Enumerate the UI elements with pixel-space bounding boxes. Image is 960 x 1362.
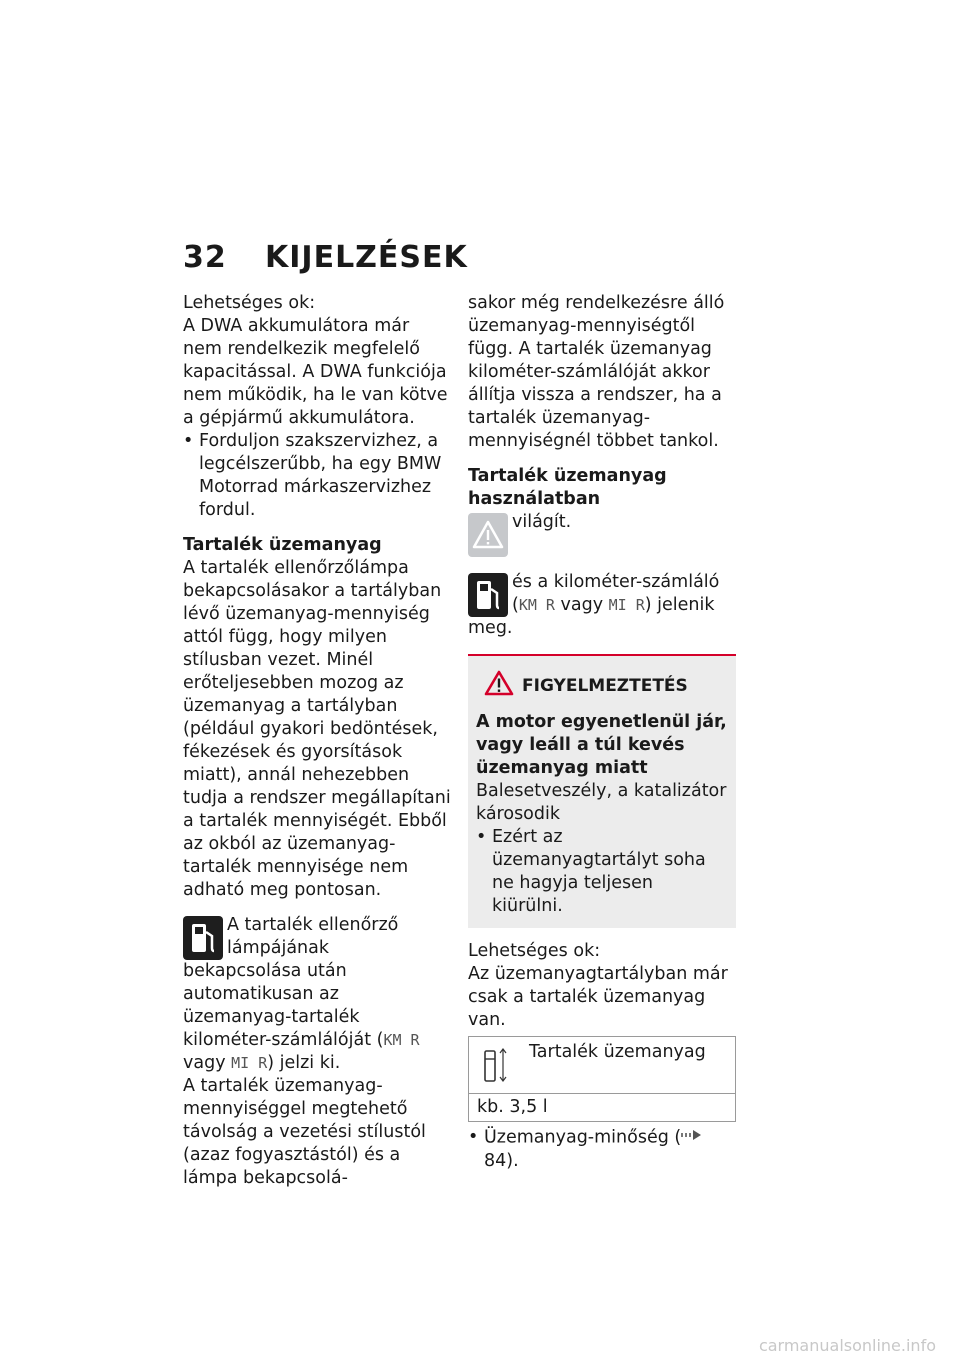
page-header: [183, 240, 468, 275]
general-warning-icon: [468, 513, 508, 557]
dwa-text: A DWA akkumulátora már nem rendelkezik megfelelő kapacitással. A DWA funkciója nem működik, ha le van kötve a gépjármű akkumulátora.: [183, 316, 448, 428]
page-number: 32: [183, 240, 227, 275]
reserve-lamp-paragraph: [183, 914, 451, 1075]
warning-box: [468, 654, 736, 928]
table-label: Tartalék üzemanyag: [529, 1042, 706, 1062]
page-reference-arrow-icon: [681, 1126, 703, 1149]
quality-bullet: • Üzemanyag-minőség ( 84).: [468, 1126, 736, 1173]
lamp-text: A tartalék ellenőrző lámpájának bekapcsolása után automatikusan az üzemanyag-tartalék kilométer-számlálóját (KM R vagy MI R) jelzi ki.: [183, 915, 420, 1073]
fuel-pump-icon: [468, 573, 508, 617]
reserve-heading: Tartalék üzemanyag: [183, 535, 382, 555]
warning-title: FIGYELMEZTETÉS: [522, 676, 688, 696]
display-row: [468, 571, 736, 640]
warning-title-row: [476, 670, 728, 703]
lights-text: világít.: [512, 512, 572, 532]
in-use-heading: Tartalék üzemanyag használatban: [468, 466, 667, 509]
display-text: és a kilométer-számláló (KM R vagy MI R) jelenik meg.: [468, 572, 720, 638]
code-km-r: KM R: [518, 596, 555, 614]
cause-text: Az üzemanyagtartályban már csak a tartalék üzemanyag van.: [468, 964, 728, 1030]
reserve-text: A tartalék ellenőrzőlámpa bekapcsolásakor a tartályban lévő üzemanyag-mennyiség attól függ, hogy milyen stílusban vezet. Minél erőteljesebben mozog az üzemanyag a tartályban (például gyakori bedöntések, fékezések és gyorsítások miatt), annál nehezebben tudja a rendszer megállapítani a tartalék mennyiségét. Ebből az okból az üzemanyag-tartalék mennyisége nem adható meg pontosan.: [183, 558, 451, 900]
left-column: [183, 292, 451, 1190]
range-text: A tartalék üzemanyag-mennyiséggel megtehető távolság a vezetési stílustól (azaz fogyasztástól) és a lámpa bekapcsolá-: [183, 1076, 426, 1188]
right-column: [468, 292, 736, 1173]
possible-causes-label: Lehetséges ok:: [183, 293, 316, 313]
fuel-level-icon: [469, 1037, 529, 1093]
warning-text: Balesetveszély, a katalizátor károsodik: [476, 781, 727, 824]
reserve-fuel-table: [468, 1036, 736, 1122]
possible-causes-label: Lehetséges ok:: [468, 941, 601, 961]
quality-page: 84).: [484, 1150, 519, 1171]
table-value: kb. 3,5 l: [477, 1097, 548, 1117]
code-km-r: KM R: [383, 1031, 420, 1049]
code-mi-r: MI R: [608, 596, 645, 614]
warning-lamp-row: [468, 511, 736, 559]
fuel-pump-icon: [183, 916, 223, 960]
dwa-bullet: • Forduljon szakszervizhez, a legcélszerűbb, ha egy BMW Motorrad márkaszervizhez fordul.: [183, 430, 451, 522]
warning-bullet: • Ezért az üzemanyagtartályt soha ne hagyja teljesen kiürülni.: [476, 826, 728, 918]
warning-heading: A motor egyenetlenül jár, vagy leáll a túl kevés üzemanyag miatt: [476, 712, 727, 778]
continue-text: sakor még rendelkezésre álló üzemanyag-mennyiségtől függ. A tartalék üzemanyag kilométer-számlálóját akkor állítja vissza a rendszer, ha a tartalék üzemanyag-mennyiségnél többet tankol.: [468, 293, 725, 451]
warning-triangle-icon: [484, 670, 514, 703]
watermark: carmanualsonline.info: [758, 1336, 936, 1355]
code-mi-r: MI R: [231, 1054, 268, 1072]
page-title: KIJELZÉSEK: [265, 240, 468, 275]
